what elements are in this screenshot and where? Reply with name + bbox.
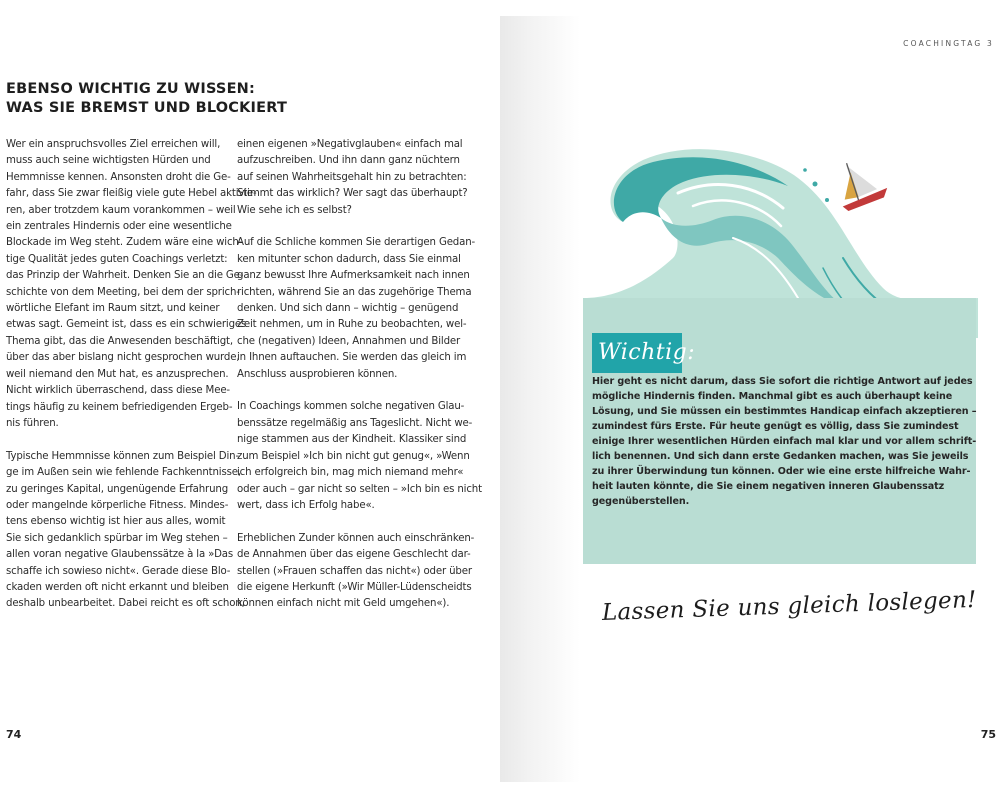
- text-line: wörtliche Elefant im Raum sitzt, und keiner: [6, 303, 220, 315]
- paragraph: [6, 137, 257, 432]
- text-column-2: [237, 137, 482, 629]
- text-line: schaffe ich sowieso nicht«. Gerade diese Blo-: [6, 565, 231, 577]
- text-line: allen voran negative Glaubenssätze à la »Das: [6, 549, 234, 561]
- text-line: Stimmt das wirklich? Wer sagt das überhaupt?: [237, 188, 468, 200]
- paragraph: [237, 235, 476, 383]
- text-line: nige stammen aus der Kindheit. Klassiker sind: [237, 434, 467, 446]
- important-badge: Wichtig:: [592, 333, 682, 373]
- text-line: schichte von dem Meeting, bei dem der sprich-: [6, 286, 240, 298]
- note-line: mögliche Hindernis finden. Manchmal gibt es auch überhaupt keine: [592, 391, 953, 402]
- text-line: Thema gibt, das die Anwesenden beschäftigt,: [6, 335, 233, 347]
- heading-line: WAS SIE BREMST UND BLOCKIERT: [6, 100, 288, 116]
- text-line: auf seinen Wahrheitsgehalt hin zu betrachten:: [237, 171, 467, 183]
- text-line: Zeit nehmen, um in Ruhe zu beobachten, wel-: [237, 319, 467, 331]
- text-line: das Prinzip der Wahrheit. Denken Sie an die Ge-: [6, 270, 244, 282]
- text-line: ckaden werden oft nicht erkannt und bleiben: [6, 581, 229, 593]
- text-line: ein zentrales Hindernis oder eine wesentliche: [6, 221, 232, 233]
- text-line: zu geringes Kapital, ungenügende Erfahrung: [6, 483, 229, 495]
- text-line: ken mitunter schon dadurch, dass Sie einmal: [237, 253, 461, 265]
- text-line: wert, dass ich Erfolg habe«.: [237, 499, 375, 511]
- text-line: Auf die Schliche kommen Sie derartigen Gedan-: [237, 237, 476, 249]
- text-column-1: [6, 137, 257, 629]
- text-line: Sie sich gedanklich spürbar im Weg stehen –: [6, 532, 228, 544]
- heading-line: EBENSO WICHTIG ZU WISSEN:: [6, 81, 256, 97]
- text-line: Erheblichen Zunder können auch einschränken-: [237, 532, 475, 544]
- paragraph: [237, 531, 475, 613]
- text-line: über das aber bislang nicht gesprochen wurde,: [6, 352, 240, 364]
- text-line: In Coachings kommen solche negativen Glau-: [237, 401, 465, 413]
- note-line: einige Ihrer wesentlichen Hürden einfach mal klar und vor allem schrift-: [592, 436, 977, 447]
- page-number-left: 74: [6, 728, 22, 741]
- text-line: etwas sagt. Gemeint ist, dass es ein schwieriges: [6, 319, 247, 331]
- section-heading: [6, 80, 306, 118]
- text-line: richten, während Sie an das zugehörige Thema: [237, 286, 472, 298]
- important-note-text: [592, 374, 977, 509]
- text-line: fahr, dass Sie zwar fleißig viele gute Hebel aktivie-: [6, 188, 257, 200]
- text-line: Anschluss ausprobieren können.: [237, 368, 398, 380]
- spray-dot: [803, 168, 807, 172]
- spray-dot: [813, 182, 818, 187]
- text-line: die eigene Herkunft (»Wir Müller-Lüdenscheidts: [237, 581, 472, 593]
- text-line: Typische Hemmnisse können zum Beispiel Din-: [6, 450, 240, 462]
- text-line: benssätze regelmäßig ans Tageslicht. Nicht we-: [237, 417, 473, 429]
- call-to-action: Lassen Sie uns gleich loslegen!: [601, 586, 978, 626]
- running-head: COACHINGTAG 3: [903, 39, 994, 48]
- text-line: denken. Und sich dann – wichtig – genügend: [237, 303, 459, 315]
- note-line: lich benennen. Und sich dann erste Gedanken machen, was Sie jeweils: [592, 451, 969, 462]
- note-line: Hier geht es nicht darum, dass Sie sofort die richtige Antwort auf jedes: [592, 376, 973, 387]
- paragraph: [6, 449, 245, 613]
- text-line: Wer ein anspruchsvolles Ziel erreichen will,: [6, 139, 221, 150]
- text-line: ich erfolgreich bin, mag mich niemand mehr«: [237, 467, 464, 479]
- text-line: ge im Außen sein wie fehlende Fachkenntnisse,: [6, 467, 241, 479]
- text-line: Wie sehe ich es selbst?: [237, 204, 352, 216]
- note-line: gegenüberstellen.: [592, 496, 690, 507]
- text-line: ganz bewusst Ihre Aufmerksamkeit nach innen: [237, 270, 470, 282]
- note-line: zumindest fürs Erste. Für heute genügt es völlig, dass Sie zumindest: [592, 421, 959, 432]
- sailboat: [830, 154, 890, 213]
- text-line: Hemmnisse kennen. Ansonsten droht die Ge-: [6, 171, 231, 183]
- text-line: de Annahmen über das eigene Geschlecht dar-: [237, 549, 471, 561]
- text-line: aufzuschreiben. Und ihn dann ganz nüchtern: [237, 155, 460, 167]
- text-line: in Ihnen auftauchen. Sie werden das gleich im: [237, 352, 467, 364]
- note-line: zu ihrer Überwindung tun können. Oder wie eine erste hilfreiche Wahr-: [592, 466, 971, 477]
- text-line: nis führen.: [6, 417, 59, 429]
- paragraph: [237, 399, 482, 514]
- text-line: muss auch seine wichtigsten Hürden und: [6, 155, 211, 167]
- text-line: tens ebenso wichtig ist hier aus alles, womit: [6, 516, 226, 528]
- text-line: tings häufig zu keinem befriedigenden Ergeb-: [6, 401, 233, 413]
- text-line: Nicht wirklich überraschend, dass diese Mee-: [6, 385, 230, 397]
- text-line: können einfach nicht mit Geld umgehen«).: [237, 598, 450, 610]
- note-line: Lösung, und Sie müssen ein bestimmtes Handicap einfach akzeptieren –: [592, 406, 977, 417]
- page-number-right: 75: [980, 728, 996, 741]
- note-line: heit lauten könnte, die Sie einem negativen inneren Glaubenssatz: [592, 481, 945, 492]
- text-line: zum Beispiel »Ich bin nicht gut genug«, »Wenn: [237, 450, 470, 462]
- paragraph: [237, 137, 468, 219]
- text-line: tige Qualität jedes guten Coachings verletzt:: [6, 253, 228, 265]
- text-line: Blockade im Weg steht. Zudem wäre eine wich-: [6, 237, 243, 249]
- text-line: ren, aber trotzdem kaum vorankommen – weil: [6, 204, 236, 216]
- text-line: che (negativen) Ideen, Annahmen und Bilder: [237, 335, 461, 347]
- text-line: oder auch – gar nicht so selten – »Ich bin es nicht: [237, 483, 482, 495]
- text-line: weil niemand den Mut hat, es anzusprechen.: [6, 368, 229, 380]
- text-line: deshalb unbearbeitet. Dabei reicht es oft schon,: [6, 598, 245, 610]
- text-line: stellen (»Frauen schaffen das nicht«) oder über: [237, 565, 472, 577]
- text-line: oder mangelnde körperliche Fitness. Mindes-: [6, 499, 229, 511]
- text-line: einen eigenen »Negativglauben« einfach mal: [237, 139, 463, 150]
- spray-dot: [825, 198, 829, 202]
- book-gutter: [500, 16, 580, 782]
